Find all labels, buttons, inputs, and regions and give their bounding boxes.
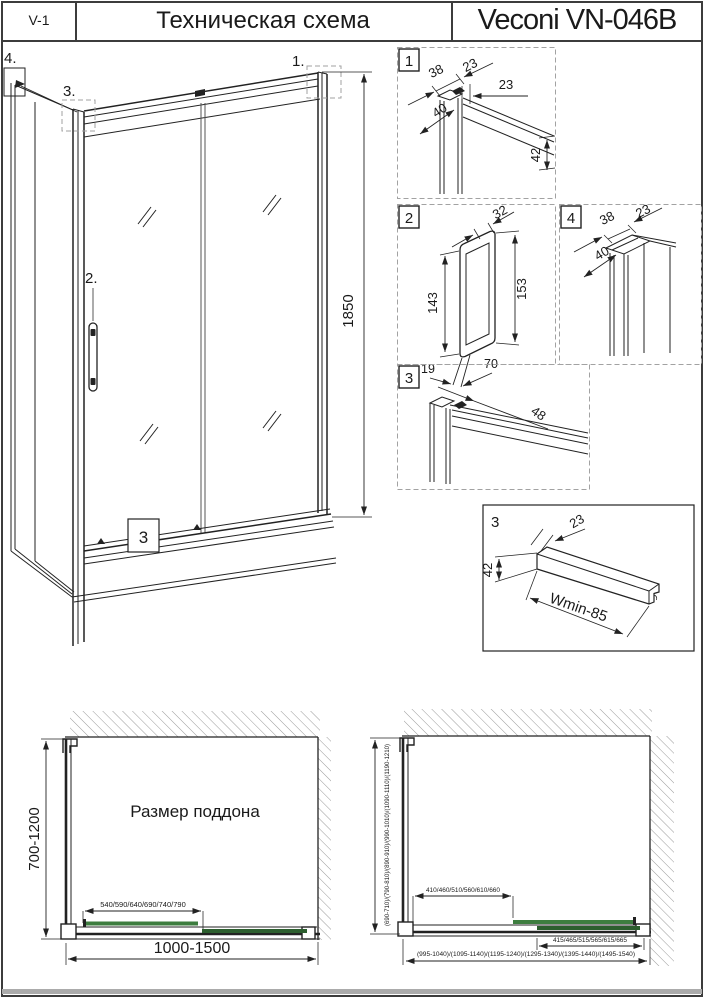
detail-3-label: 3 [404,370,414,387]
height-dimension-label: 1850 [340,294,357,328]
bottom-roller-left [97,538,105,544]
door-handle [89,288,97,391]
detail-3-bottom-corner [396,363,592,493]
callout-2-label: 2. [85,270,98,287]
header-divider [2,40,702,42]
door-widths-label: 540/590/640/690/740/790 [100,900,186,909]
dim-40: 40 [429,99,450,121]
detail-1-label: 1 [404,53,414,70]
wall-hatch-right [318,737,331,940]
wall-hatch-top [404,709,652,736]
dim-23: 23 [633,201,653,221]
fixed-panel-bar [537,926,640,930]
detail-1-top-corner [396,46,558,202]
dim-40: 40 [591,242,612,264]
sliding-door-bar [85,922,198,926]
plan-right-frame [398,738,651,936]
main-isometric-view [0,45,392,665]
plan-left-frame [61,739,320,939]
glass-divider [201,103,205,534]
dim-wmin: Wmin-85 [547,589,610,626]
detail-4-drawing [606,235,676,356]
bottom-roller-right [193,524,201,530]
page-title: Техническая схема [156,7,370,34]
tray-caption: Размер поддона [130,802,260,821]
dim-23b: 23 [498,77,514,92]
glass-marks [138,195,281,444]
depth-range-label: 700-1200 [26,807,43,871]
dim-23a: 23 [460,55,480,75]
right-post [318,72,327,515]
top-rail [84,73,320,137]
plan-right-walls [402,736,650,934]
detail-2-handle [396,203,558,390]
callout-4-label: 4. [4,50,17,67]
dim-38: 38 [426,61,446,81]
plan-left-walls [65,737,318,940]
dim-42: 42 [480,562,495,578]
dim-153: 153 [514,278,529,300]
detail-2-drawing [460,231,495,357]
product-name: Veconi VN-046B [477,4,677,36]
sheet-code: V-1 [28,12,50,28]
plan-view-left [25,703,340,995]
corner-post [73,109,84,646]
wall-hatch-top [70,711,320,737]
top-roller-bracket [195,89,205,97]
detail-4-dimensions [574,201,662,277]
dim-19: 19 [421,362,435,376]
handle-mark [83,919,86,927]
width-ranges-label: (995-1040)/(1095-1140)/(1195-1240)/(1295-1340)/(1395-1440)/(1495-1540) [417,952,635,958]
wall-hatch-right [650,736,674,966]
dim-42: 42 [528,147,543,163]
callout-3-bottom-label: 3 [138,528,149,547]
sliding-door-bar [513,920,635,924]
side-panel [11,83,74,597]
callout-3-label: 3. [63,83,76,100]
fixed-widths-label: 415/465/515/565/615/665 [552,937,628,944]
handle-mark [633,917,636,925]
detail-3-threshold-profile [481,503,697,655]
width-range-label: 1000-1500 [153,940,231,957]
detail-3-profile-label: 3 [491,514,500,531]
dim-38: 38 [597,208,617,228]
dim-143: 143 [425,292,440,314]
detail-4-wall-profile [558,203,704,368]
detail-4-label: 4 [566,210,576,227]
detail-2-label: 2 [404,210,414,227]
detail-3-drawing [430,397,588,484]
detail-1-dimensions [408,55,555,170]
dim-70: 70 [484,357,498,371]
height-dimension [322,72,372,517]
plan-view-right [356,703,704,1000]
dim-48: 48 [528,403,549,424]
depth-ranges-label: (690-710)/(790-810)/(890-910)/(990-1010)/(1090-1110)/(1190-1210) [385,746,391,926]
callout-3-bottom [128,519,159,552]
dim-23: 23 [566,510,587,532]
door-widths-label: 410/460/510/560/610/660 [425,887,501,894]
bottom-rail [72,509,336,602]
callout-1-label: 1. [292,53,305,70]
fixed-panel-bar [202,929,307,933]
detail-3-dimensions [438,387,549,429]
detail-2-dimensions [421,202,529,387]
detail-1-drawing [438,87,554,194]
dim-32: 32 [489,201,510,223]
